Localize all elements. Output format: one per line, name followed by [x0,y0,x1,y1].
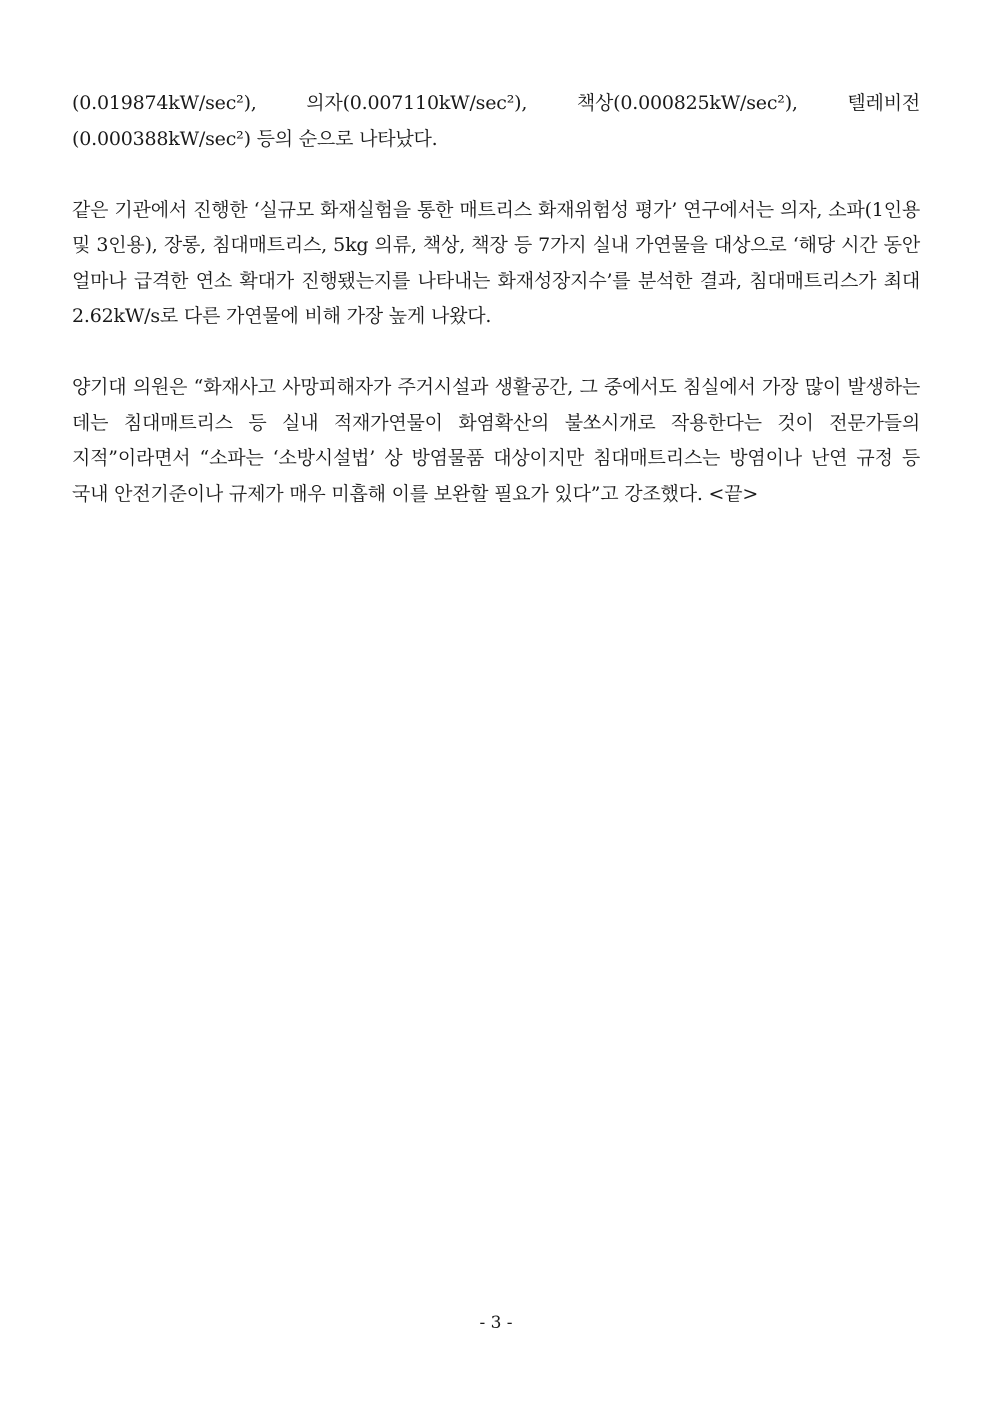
paragraph-lawmaker-statement: 양기대 의원은 “화재사고 사망피해자가 주거시설과 생활공간, 그 중에서도 침실에서 가장 많이 발생하는 데는 침대매트리스 등 실내 적재가연물이 화염확산의 불쏘시개로 작용한다는 것이 전문가들의 지적”이라면서 “소파는 ‘소방시설법’ 상 방염물품 대상이지만 침대매트리스는 방염이나 난연 규정 등 국내 안전기준이나 규제가 매우 미흡해 이를 보완할 필요가 있다”고 강조했다. <끝> [72,376,920,505]
paragraph-mattress-fire-test: 같은 기관에서 진행한 ‘실규모 화재실험을 통한 매트리스 화재위험성 평가’ 연구에서는 의자, 소파(1인용 및 3인용), 장롱, 침대매트리스, 5kg 의류, 책상, 책장 등 7가지 실내 가연물을 대상으로 ‘해당 시간 동안 얼마나 급격한 연소 확대가 진행됐는지를 나타내는 화재성장지수’를 분석한 결과, 침대매트리스가 최대 2.62kW/s로 다른 가연물에 비해 가장 높게 나왔다. [72,198,920,327]
page-number: - 3 - [479,1313,513,1333]
document-body [72,86,920,512]
paragraph-fire-growth-results: (0.019874kW/sec²), 의자(0.007110kW/sec²), 책상(0.000825kW/sec²), 텔레비전(0.000388kW/sec²) 등의 순으로 나타났다. [72,92,920,150]
